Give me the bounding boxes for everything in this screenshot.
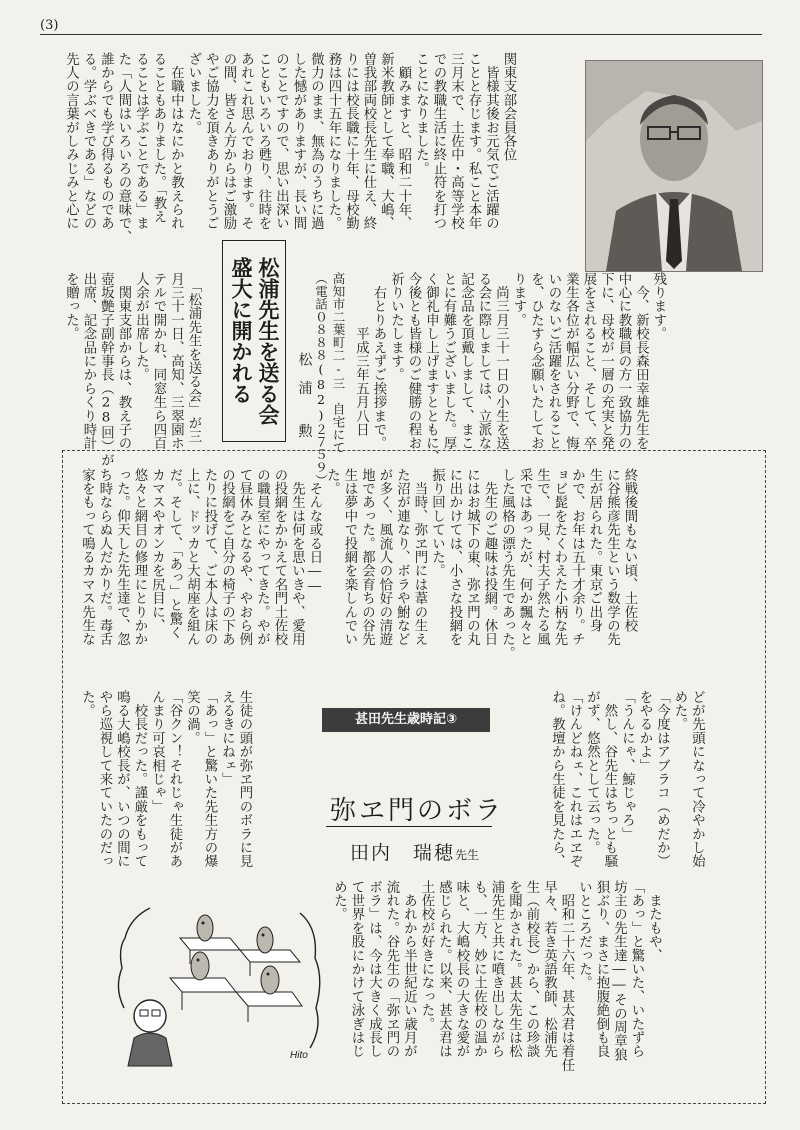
top-rule: [40, 34, 762, 35]
portrait-photo: [585, 60, 763, 272]
letter-signature: 松 浦 勲: [296, 352, 313, 438]
title-rule: [326, 826, 492, 827]
illustration-icon: [110, 898, 330, 1068]
illustration-signature: Hito: [290, 1050, 308, 1061]
page-number: (3): [40, 18, 59, 33]
essay-column-dialogue: どが先頭になって冷やかし始 めた。 「今度はアブラコ（めだか） をやるかよ」 「うんにゃ、鯨じゃろ」 然し、谷先生はちっとも騒 がず、悠然として云った。 「けんどねェ、これはエヱぞ ね。教壇から生徒を見たら、: [549, 690, 705, 869]
essay-column-main: 終戦後間もない頃、土佐校 に谷熊彦先生という数学の先 生が居られた。東京ご出身 かで、お年は五十才余り。チ ョビ髭をたくわえた小柄な先 生で、一見、村夫子然たる風 采ではあったが、何か飄々と した風格の漂う先生であった。 先生のご趣味は投網。休日 にはお城下の東、弥ヱ門の丸 に出かけては、小さな投網を 振り回していた。 当時、弥ヱ門には葦の生え た沼が連なり、ボラや鮒など が多く、風流人の恰好の清遊 地であった。都会育ちの谷先 生は夢中で投網を楽しんでい た。 そんな或る日―― 先生は何を思いきや、愛用 の投網をかかえて名門土佐校 の職員室にやってきた。やが て昼休みとなるや、やおら例 の投網をご自分の椅子の下あ たりに投げて、ご本人は床の 上に、ドッカと大胡座を組ん だ。そして、「あっ」と驚く カマスやオンカを尻目に、 悠々と網目の修理にとりかか った。仰天した先生達で、忽 ち時ならぬ人だかりだ。毒舌 家をもって鳴るカマス先生な: [79, 468, 637, 660]
farewell-report: 「松浦先生を送る会」が三 月三十一日、高知、三翠園ホ テルで開かれ、同窓生ら四百 人余が出席した。 関東支部からは、教え子の 壺坂艶子副幹事長（28回）が 出席、記念品にからくり時計 を贈った。: [63, 272, 201, 467]
author-name: 田内 瑞穂: [350, 842, 456, 864]
headline-box: 松浦先生を送る会 盛大に開かれる: [222, 240, 286, 442]
classroom-fish-illustration: [110, 898, 330, 1068]
series-label: 甚田先生歳時記③: [322, 708, 490, 732]
portrait-icon: [586, 61, 762, 271]
letter-column-left: 関東支部会員各位 皆様其後お元気でご活躍の ことと存じます。私こと本年 三月末で、土佐中・高等学校 での教職生活に終止符を打つ ことになりました。 顧みますと、昭和二十年、 新米教師として奉職、大嶋、 曽我部両校長先生に仕え、終 りには校長職に十年、母校勤 務は四十五年になりました。 微力のまま、無為のうちに過 した憾がありますが、長い間 のことですので、思い出深い こともいろいろ甦り、往時を あれこれ思んでおります。そ の間、皆さん方からはご激励 やご協力を頂きありがとうご ざいました。 在職中はなにかと教えられ ることもありました。「教え ることは学ぶことである」ま た「人間はいろいろの意味で、 誰からでも学び得るものであ る。学ぶべきである」などの 先人の言葉がしみじみと心に: [63, 52, 516, 244]
author-suffix: 先生: [455, 848, 480, 862]
essay-column-punchline: 生徒の頭が弥ヱ門のボラに見 えるきにねェ」 「あっ」と驚いた先生方の爆 笑の渦。 「谷クン！それじゃ生徒があ んまり可哀相じゃ」 校長だった。謹厳をもって 鳴る大嶋校長が、いつの間に やら巡視して来ていたのだっ た。: [79, 690, 252, 869]
letter-address: 高知市二葉町二‐三 自宅にて （電話０８８８(82)２７５９）: [313, 272, 346, 487]
article-author: [350, 838, 479, 865]
letter-column-right: 残ります。 今、新校長森田幸雄先生を 中心に教職員の方一致協力の 下に、母校が一層の充実と発 展をされること、そして、卒 業生各位が幅広い分野で、悔 いのないご活躍をされること を、ひたすら念願いたしてお ります。 尚三月三十一日の小生を送 る会に際しましては、立派な 記念品を頂戴しまして、まこ とに有難うございました。厚 く御礼申し上げますとともに、 今後とも皆様のご健勝の程お 祈りいたします。 右とりあえずご挨拶まで。 平成三年五月八日: [353, 272, 666, 464]
essay-column-ending: またもや、 「あっ」と驚いた、いたずら 坊主の先生達――その周章狼 狽ぶり、まさに抱腹絶倒も良 いところだった。 昭和二十六年、甚太君は着任 早々、若き英語教師、松浦先 生（前校長）から、この珍談 を聞かされた。甚太先生は松 浦先生と共に噴き出しながら も、一方、妙に土佐校の温か 味と、大嶋校長の大きな愛が 感じられた。以来、甚太君は 土佐校が好きになった。 あれから半世紀近い歳月が 流れた。谷先生の「弥ヱ門の ボラ」は、今は大きく成長し て世界を股にかけて泳ぎはじ めた。: [331, 880, 662, 1072]
article-title: 弥ヱ門のボラ: [330, 796, 505, 826]
